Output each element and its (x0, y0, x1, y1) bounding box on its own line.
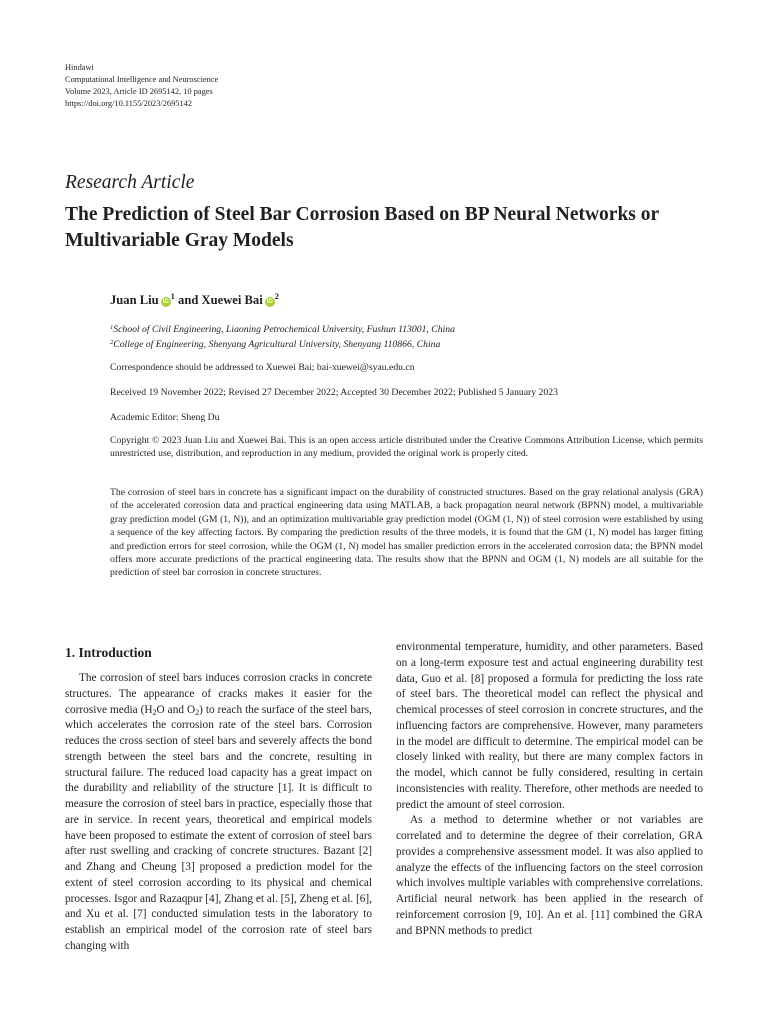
paragraph: As a method to determine whether or not variables are correlated and to determine the degree of their correlation, GRA provides a comprehensive assessment model. It was also applied to analyze the effects of the influencing factors on the steel corrosion which involves multiple variables with comprehensive correlations. Artificial neural network has been applied in the research of reinforcement corrosion [9, 10]. An et al. [11] combined the GRA and BPNN methods to predict (396, 814, 703, 937)
article-type: Research Article (65, 172, 195, 193)
correspondence: Correspondence should be addressed to Xuewei Bai; bai-xuewei@syau.edu.cn (110, 362, 415, 373)
volume-info: Volume 2023, Article ID 2695142, 10 pages (65, 87, 213, 96)
affiliation-text: College of Engineering, Shenyang Agricultural University, Shenyang 110866, China (113, 339, 441, 350)
paper-title: The Prediction of Steel Bar Corrosion Based on BP Neural Networks or Multivariable Gray Models (65, 204, 659, 251)
journal-name: Computational Intelligence and Neuroscience (65, 75, 219, 84)
author-name[interactable]: Xuewei Bai (201, 293, 263, 307)
affiliation (110, 322, 455, 337)
affiliation-text: School of Civil Engineering, Liaoning Petrochemical University, Fushun 113001, China (113, 324, 455, 335)
publication-dates: Received 19 November 2022; Revised 27 December 2022; Accepted 30 December 2022; Published 5 January 2023 (110, 387, 558, 398)
academic-editor: Academic Editor: Sheng Du (110, 412, 220, 423)
affiliation-marker: 1 (170, 291, 175, 301)
affiliation (110, 337, 455, 352)
journal-header (65, 62, 218, 110)
affiliation-number: 2 (110, 339, 114, 346)
subscript: 2 (152, 707, 157, 717)
affiliation-number: 1 (110, 324, 114, 331)
paragraph (65, 671, 372, 955)
publisher-name: Hindawi (65, 63, 94, 72)
author-connector: and (174, 293, 202, 307)
subscript: 2 (195, 707, 200, 717)
copyright-notice: Copyright © 2023 Juan Liu and Xuewei Bai. This is an open access article distributed under the Creative Commons Attribution License, which permits unrestricted use, distribution, and reproduction in any medium, provided the original work is properly cited. (110, 435, 703, 460)
section-heading: 1. Introduction (65, 645, 152, 660)
affiliations (110, 322, 455, 352)
author-name[interactable]: Juan Liu (110, 293, 159, 307)
orcid-icon[interactable]: iD (266, 299, 273, 305)
left-column (65, 671, 372, 955)
paragraph-text: ) to reach the surface of the steel bars, which accelerates the corrosion rate of the steel bars. Corrosion reduces the cross section of steel bars and severely affects the bond strength between the steel bars and the concrete, resulting in structural failure. The reduced load capacity has a great impact on the durability and reliability of the structure [1]. It is difficult to measure the corrosion of steel bars in practice, especially those that are in service. In recent years, theoretical and empirical models have been proposed to estimate the extent of corrosion of steel bars after rust swelling and cracking of concrete structures. Bazant [2] and Zhang and Cheung [3] proposed a prediction model for the extent of steel corrosion according to its physical and chemical processes. Isgor and Razaqpur [4], Zhang et al. [5], Zheng et al. [6], and Xu et al. [7] conducted simulation tests in the laboratory to establish an empirical model of the corrosion rate of steel bars changing with (65, 703, 372, 952)
abstract: The corrosion of steel bars in concrete has a significant impact on the durability of constructed structures. Based on the gray relational analysis (GRA) of the accelerated corrosion data and practical engineering data using MATLAB, a back propagation neural network (BPNN) model, a multivariable gray prediction model (GM (1, N)), and an optimization multivariable gray prediction model (OGM (1, N)) of steel corrosion were established by using a sequence of the key affecting factors. By comparing the prediction results of the three models, it is found that the GM (1, N) model has larger fitting and prediction errors for steel corrosion, while the OGM (1, N) model has smaller prediction errors in the accelerated corrosion data; the BPNN model offers more accurate predictions of the practical engineering data. The results show that the BPNN and OGM (1, N) models are all suitable for the prediction of steel bar corrosion in concrete structures. (110, 487, 703, 579)
affiliation-marker: 2 (274, 291, 279, 301)
paragraph: environmental temperature, humidity, and other parameters. Based on a long-term exposure test and actual engineering durability test data, Guo et al. [8] proposed a formula for predicting the loss rate of steel bars. The theoretical model can reflect the physical and chemical processes of steel corrosion in concrete structures, and the influencing factors are comprehensive. However, many parameters in the model are difficult to determine. The empirical model can be closely linked with reality, but there are many complex factors in the model, which cannot be fully considered, resulting in certain inconsistencies with reality. Therefore, other methods are needed to predict the amount of steel corrosion. (396, 641, 703, 811)
paragraph-text: The corrosion of steel bars induces corrosion cracks in concrete structures. The appearance of cracks makes it easier for the corrosive media (H (65, 672, 372, 716)
doi-link[interactable]: https://doi.org/10.1155/2023/2695142 (65, 99, 193, 108)
paragraph-text: O and O (156, 703, 196, 716)
right-column (396, 640, 703, 939)
orcid-icon[interactable]: iD (162, 299, 169, 305)
author-list (110, 291, 279, 309)
